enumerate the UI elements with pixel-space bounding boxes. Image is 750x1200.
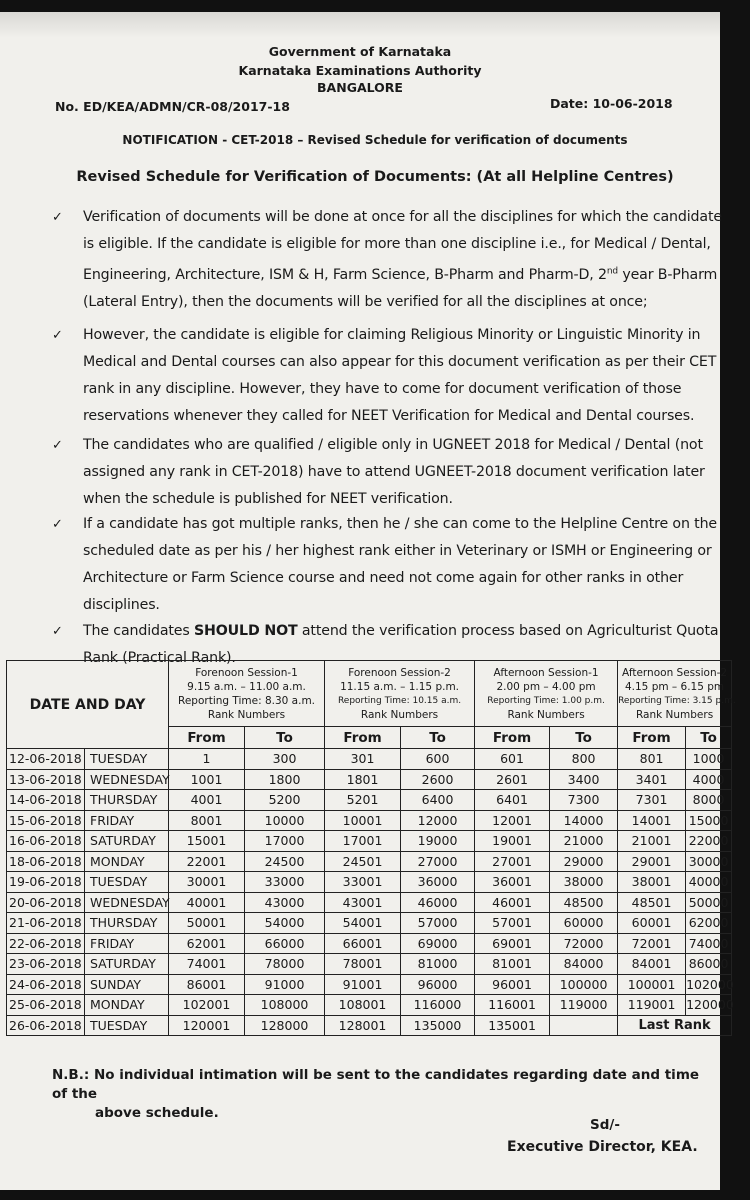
note-line-1: N.B.: No individual intimation will be sent to the candidates regarding date and time of the xyxy=(52,1067,700,1102)
rank-cell: 128001 xyxy=(325,1015,401,1036)
day-cell: SATURDAY xyxy=(85,831,169,852)
rank-cell: 17000 xyxy=(245,831,325,852)
instruction-item xyxy=(52,511,732,618)
empty-cell xyxy=(550,1015,618,1036)
date-cell: 23-06-2018 xyxy=(7,954,85,975)
rank-cell: 50001 xyxy=(169,913,245,934)
from-header: From xyxy=(169,727,245,749)
session-header-2: Forenoon Session-2 11.15 a.m. – 1.15 p.m. Reporting Time: 10.15 a.m. Rank Numbers xyxy=(325,661,475,727)
table-row xyxy=(7,872,732,893)
from-header: From xyxy=(325,727,401,749)
rank-cell: 69000 xyxy=(401,933,475,954)
date-cell: 25-06-2018 xyxy=(7,995,85,1016)
rank-cell: 120001 xyxy=(169,1015,245,1036)
schedule-subheading: Revised Schedule for Verification of Documents: (At all Helpline Centres) xyxy=(76,169,674,185)
header-government: Government of Karnataka xyxy=(268,44,452,59)
day-cell: MONDAY xyxy=(85,851,169,872)
date-cell: 18-06-2018 xyxy=(7,851,85,872)
checkmark-icon: ✓ xyxy=(52,438,63,453)
rank-cell: 800 xyxy=(550,749,618,770)
header-city: BANGALORE xyxy=(317,80,403,95)
rank-cell: 102000 xyxy=(686,974,732,995)
rank-cell: 1800 xyxy=(245,769,325,790)
rank-cell: 1801 xyxy=(325,769,401,790)
rank-cell: 6401 xyxy=(475,790,550,811)
checkmark-icon: ✓ xyxy=(52,328,63,343)
day-cell: TUESDAY xyxy=(85,872,169,893)
date-cell: 19-06-2018 xyxy=(7,872,85,893)
date-cell: 22-06-2018 xyxy=(7,933,85,954)
rank-cell: 7301 xyxy=(618,790,686,811)
day-cell: WEDNESDAY xyxy=(85,769,169,790)
rank-cell: 27001 xyxy=(475,851,550,872)
signature-mark: Sd/- xyxy=(590,1117,620,1133)
rank-cell: 74001 xyxy=(169,954,245,975)
rank-cell: 91000 xyxy=(245,974,325,995)
day-cell: THURSDAY xyxy=(85,913,169,934)
rank-cell: 14001 xyxy=(618,810,686,831)
table-row xyxy=(7,851,732,872)
rank-cell: 74000 xyxy=(686,933,732,954)
document-date: Date: 10-06-2018 xyxy=(550,96,673,111)
rank-cell: 62000 xyxy=(686,913,732,934)
rank-cell: 300 xyxy=(245,749,325,770)
rank-cell: 14000 xyxy=(550,810,618,831)
rank-cell: 108001 xyxy=(325,995,401,1016)
rank-cell: 2600 xyxy=(401,769,475,790)
schedule-body xyxy=(7,749,732,1036)
rank-cell: 5200 xyxy=(245,790,325,811)
day-cell: TUESDAY xyxy=(85,749,169,770)
table-row xyxy=(7,933,732,954)
checkmark-icon: ✓ xyxy=(52,517,63,532)
day-cell: SUNDAY xyxy=(85,974,169,995)
instruction-text: The candidates who are qualified / eligible only in UGNEET 2018 for Medical / Dental (not assigned any rank in CET-2018) have to attend UGNEET-2018 document verification later when the schedule is published for NEET verification. xyxy=(83,437,705,507)
day-cell: SATURDAY xyxy=(85,954,169,975)
last-rank-label: Last Rank xyxy=(618,1015,732,1036)
rank-cell: 119001 xyxy=(618,995,686,1016)
session-header-4: Afternoon Session-2 4.15 pm – 6.15 pm Reporting Time: 3.15 p.m. Rank Numbers xyxy=(618,661,732,727)
table-row xyxy=(7,995,732,1016)
rank-cell: 8001 xyxy=(169,810,245,831)
document-page xyxy=(0,12,736,1190)
rank-cell: 100000 xyxy=(550,974,618,995)
rank-cell: 108000 xyxy=(245,995,325,1016)
rank-cell: 84001 xyxy=(618,954,686,975)
rank-cell: 12001 xyxy=(475,810,550,831)
rank-cell: 102001 xyxy=(169,995,245,1016)
rank-cell: 84000 xyxy=(550,954,618,975)
rank-cell: 81000 xyxy=(401,954,475,975)
rank-cell: 1000 xyxy=(686,749,732,770)
day-cell: FRIDAY xyxy=(85,933,169,954)
date-day-header: DATE AND DAY xyxy=(7,661,169,749)
rank-cell: 116001 xyxy=(475,995,550,1016)
rank-cell: 38001 xyxy=(618,872,686,893)
to-header: To xyxy=(401,727,475,749)
from-header: From xyxy=(618,727,686,749)
day-cell: WEDNESDAY xyxy=(85,892,169,913)
date-cell: 13-06-2018 xyxy=(7,769,85,790)
table-row xyxy=(7,892,732,913)
instruction-item xyxy=(52,204,732,322)
day-cell: FRIDAY xyxy=(85,810,169,831)
rank-cell: 27000 xyxy=(401,851,475,872)
rank-cell: 10001 xyxy=(325,810,401,831)
instructions-list xyxy=(52,204,732,678)
table-row xyxy=(7,790,732,811)
rank-cell: 72000 xyxy=(550,933,618,954)
checkmark-icon: ✓ xyxy=(52,624,63,639)
rank-cell: 4000 xyxy=(686,769,732,790)
date-cell: 20-06-2018 xyxy=(7,892,85,913)
rank-cell: 96001 xyxy=(475,974,550,995)
to-header: To xyxy=(550,727,618,749)
session-header-3: Afternoon Session-1 2.00 pm – 4.00 pm Reporting Time: 1.00 p.m. Rank Numbers xyxy=(475,661,618,727)
rank-cell: 19000 xyxy=(401,831,475,852)
from-header: From xyxy=(475,727,550,749)
checkmark-icon: ✓ xyxy=(52,210,63,225)
table-row xyxy=(7,913,732,934)
session-header-1: Forenoon Session-1 9.15 a.m. – 11.00 a.m. Reporting Time: 8.30 a.m. Rank Numbers xyxy=(169,661,325,727)
rank-cell: 8000 xyxy=(686,790,732,811)
rank-cell: 100001 xyxy=(618,974,686,995)
rank-cell: 15001 xyxy=(169,831,245,852)
rank-cell: 40000 xyxy=(686,872,732,893)
rank-cell: 46000 xyxy=(401,892,475,913)
rank-cell: 801 xyxy=(618,749,686,770)
rank-cell: 21001 xyxy=(618,831,686,852)
rank-cell: 116000 xyxy=(401,995,475,1016)
rank-cell: 3401 xyxy=(618,769,686,790)
rank-cell: 33000 xyxy=(245,872,325,893)
date-cell: 21-06-2018 xyxy=(7,913,85,934)
rank-cell: 19001 xyxy=(475,831,550,852)
rank-cell: 62001 xyxy=(169,933,245,954)
instruction-item xyxy=(52,432,732,511)
rank-cell: 54001 xyxy=(325,913,401,934)
rank-cell: 30001 xyxy=(169,872,245,893)
table-row xyxy=(7,769,732,790)
date-cell: 24-06-2018 xyxy=(7,974,85,995)
rank-cell: 3400 xyxy=(550,769,618,790)
rank-cell: 2601 xyxy=(475,769,550,790)
rank-cell: 48500 xyxy=(550,892,618,913)
rank-cell: 54000 xyxy=(245,913,325,934)
rank-cell: 57000 xyxy=(401,913,475,934)
rank-cell: 10000 xyxy=(245,810,325,831)
note-block xyxy=(52,1066,712,1123)
rank-cell: 60000 xyxy=(550,913,618,934)
date-cell: 14-06-2018 xyxy=(7,790,85,811)
rank-cell: 1 xyxy=(169,749,245,770)
rank-cell: 5201 xyxy=(325,790,401,811)
rank-cell: 301 xyxy=(325,749,401,770)
day-cell: MONDAY xyxy=(85,995,169,1016)
rank-cell: 46001 xyxy=(475,892,550,913)
table-row xyxy=(7,810,732,831)
rank-cell: 600 xyxy=(401,749,475,770)
to-header: To xyxy=(686,727,732,749)
rank-cell: 33001 xyxy=(325,872,401,893)
verification-schedule-table xyxy=(6,660,736,1036)
rank-cell: 135001 xyxy=(475,1015,550,1036)
rank-cell: 22000 xyxy=(686,831,732,852)
rank-cell: 12000 xyxy=(401,810,475,831)
rank-cell: 15000 xyxy=(686,810,732,831)
rank-cell: 91001 xyxy=(325,974,401,995)
date-cell: 16-06-2018 xyxy=(7,831,85,852)
rank-cell: 43000 xyxy=(245,892,325,913)
rank-cell: 29000 xyxy=(550,851,618,872)
rank-cell: 128000 xyxy=(245,1015,325,1036)
rank-cell: 38000 xyxy=(550,872,618,893)
date-cell: 12-06-2018 xyxy=(7,749,85,770)
rank-cell: 1001 xyxy=(169,769,245,790)
rank-cell: 120000 xyxy=(686,995,732,1016)
rank-cell: 601 xyxy=(475,749,550,770)
rank-cell: 57001 xyxy=(475,913,550,934)
to-header: To xyxy=(245,727,325,749)
rank-cell: 6400 xyxy=(401,790,475,811)
day-cell: TUESDAY xyxy=(85,1015,169,1036)
note-line-2: above schedule. xyxy=(95,1105,219,1121)
day-cell: THURSDAY xyxy=(85,790,169,811)
header-authority: Karnataka Examinations Authority xyxy=(238,63,482,78)
table-row xyxy=(7,954,732,975)
rank-cell: 36000 xyxy=(401,872,475,893)
rank-cell: 66001 xyxy=(325,933,401,954)
rank-cell: 30000 xyxy=(686,851,732,872)
date-cell: 15-06-2018 xyxy=(7,810,85,831)
rank-cell: 69001 xyxy=(475,933,550,954)
table-row xyxy=(7,974,732,995)
table-row xyxy=(7,831,732,852)
rank-cell: 72001 xyxy=(618,933,686,954)
rank-cell: 40001 xyxy=(169,892,245,913)
instruction-text: However, the candidate is eligible for claiming Religious Minority or Linguistic Minority in Medical and Dental courses can also appear for this document verification as per their CET rank in any discipline. However, they have to come for document verification of those reservations whenever they called for NEET Verification for Medical and Dental courses. xyxy=(83,327,717,424)
rank-cell: 86001 xyxy=(169,974,245,995)
rank-cell: 60001 xyxy=(618,913,686,934)
rank-cell: 24500 xyxy=(245,851,325,872)
table-row xyxy=(7,749,732,770)
rank-cell: 29001 xyxy=(618,851,686,872)
table-row xyxy=(7,1015,732,1036)
instruction-text: Verification of documents will be done at once for all the disciplines for which the candidate is eligible. If the candidate is eligible for more than one discipline i.e., for Medical / Dental, Engineering, Architecture, ISM & H, Farm Science, B-Pharm and Pharm-D, 2nd year B-Pharm (Lateral Entry), then the documents will be verified for all the disciplines at once; xyxy=(83,209,722,310)
rank-cell: 81001 xyxy=(475,954,550,975)
rank-cell: 17001 xyxy=(325,831,401,852)
instruction-text: If a candidate has got multiple ranks, then he / she can come to the Helpline Centre on the scheduled date as per his / her highest rank either in Veterinary or ISMH or Engineering or Architecture or Farm Science course and need not come again for other ranks in other disciplines. xyxy=(83,516,717,613)
reference-number: No. ED/KEA/ADMN/CR-08/2017-18 xyxy=(55,99,290,114)
signatory-title: Executive Director, KEA. xyxy=(507,1139,698,1155)
rank-cell: 4001 xyxy=(169,790,245,811)
date-cell: 26-06-2018 xyxy=(7,1015,85,1036)
rank-cell: 48501 xyxy=(618,892,686,913)
rank-cell: 36001 xyxy=(475,872,550,893)
rank-cell: 86000 xyxy=(686,954,732,975)
rank-cell: 119000 xyxy=(550,995,618,1016)
rank-cell: 78000 xyxy=(245,954,325,975)
notification-title: NOTIFICATION - CET-2018 – Revised Schedule for verification of documents xyxy=(122,133,628,147)
session-header-row xyxy=(7,661,732,727)
rank-cell: 24501 xyxy=(325,851,401,872)
instruction-item xyxy=(52,322,732,432)
rank-cell: 43001 xyxy=(325,892,401,913)
rank-cell: 50000 xyxy=(686,892,732,913)
rank-cell: 22001 xyxy=(169,851,245,872)
rank-cell: 21000 xyxy=(550,831,618,852)
rank-cell: 135000 xyxy=(401,1015,475,1036)
rank-cell: 78001 xyxy=(325,954,401,975)
rank-cell: 7300 xyxy=(550,790,618,811)
rank-cell: 96000 xyxy=(401,974,475,995)
instruction-text: The candidates SHOULD NOT attend the verification process based on Agriculturist Quota Rank (Practical Rank). xyxy=(83,623,719,666)
rank-cell: 66000 xyxy=(245,933,325,954)
